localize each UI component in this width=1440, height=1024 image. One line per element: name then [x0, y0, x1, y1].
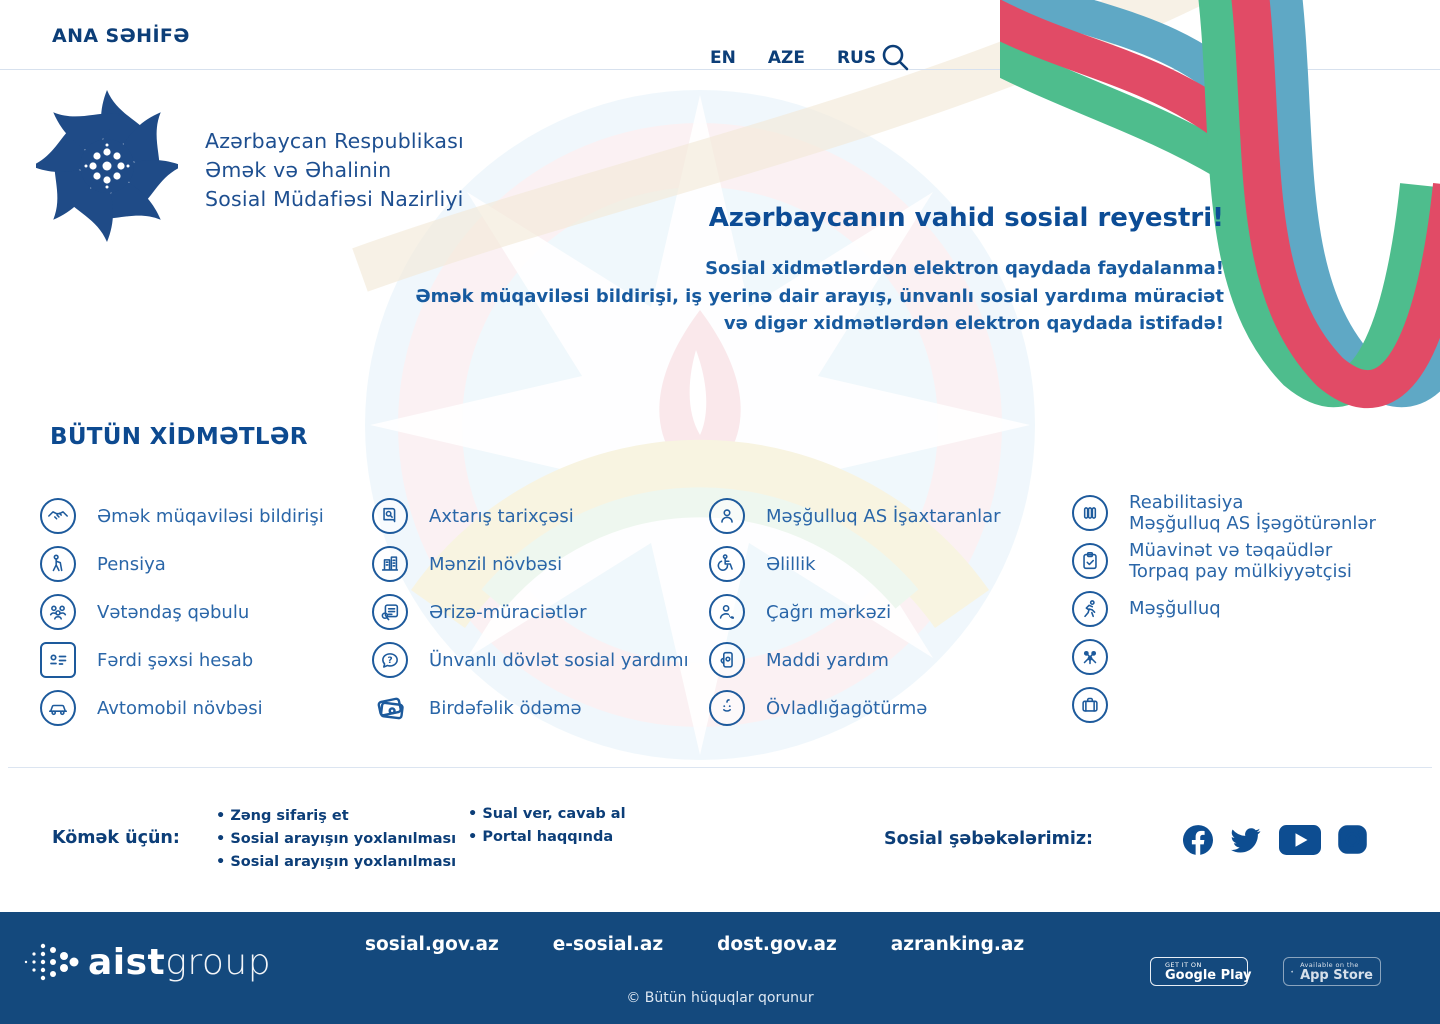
ministry-name-line2: Əmək və Əhalinin	[205, 158, 392, 182]
service-label: Vətəndaş qəbulu	[97, 601, 250, 623]
instagram-icon[interactable]	[1337, 824, 1368, 855]
service-label: Məşğulluq AS İşaxtaranlar	[766, 505, 1001, 527]
youtube-icon[interactable]	[1279, 825, 1321, 855]
clipboard-check-icon	[1072, 543, 1108, 579]
application-doc-icon	[372, 594, 408, 630]
service-briefcase[interactable]	[1072, 681, 1376, 729]
service-label: Birdəfəlik ödəmə	[429, 697, 582, 719]
service-label-line1: Reabilitasiya	[1129, 491, 1244, 513]
service-label-line1: Müavinət və təqaüdlər	[1129, 539, 1333, 561]
search-button[interactable]	[878, 40, 914, 76]
help-list-a	[216, 805, 456, 874]
badge-small-text: GET IT ON	[1165, 960, 1202, 969]
help-link-about-portal[interactable]: • Portal haqqında	[468, 826, 626, 849]
citizens-icon	[40, 594, 76, 630]
services-column-2	[372, 492, 689, 732]
help-label: Kömək üçün:	[52, 828, 180, 848]
aistgroup-logo[interactable]	[22, 934, 271, 990]
service-car-queue[interactable]	[40, 684, 324, 732]
service-housing-queue[interactable]	[372, 540, 689, 588]
service-applications[interactable]	[372, 588, 689, 636]
services-section-title: BÜTÜN XİDMƏTLƏR	[50, 424, 308, 450]
hero-line2: Əmək müqaviləsi bildirişi, iş yerinə dair arayış, ünvanlı sosial yardıma müraciət	[415, 285, 1224, 307]
hero-line3: və digər xidmətlərdən elektron qaydada istifadə!	[723, 313, 1224, 334]
services-column-1	[40, 492, 324, 732]
id-card-icon	[40, 642, 76, 678]
service-call-center[interactable]	[709, 588, 1001, 636]
apple-icon	[1291, 963, 1293, 980]
badge-small-text: Available on the	[1300, 960, 1359, 969]
badge-big-text: App Store	[1300, 967, 1373, 983]
service-label: Mənzil növbəsi	[429, 553, 563, 575]
hero-title: Azərbaycanın vahid sosial reyestri!	[708, 203, 1224, 233]
hero-line1: Sosial xidmətlərdən elektron qaydada faydalanma!	[705, 258, 1224, 279]
service-one-time-payment[interactable]	[372, 684, 689, 732]
service-adoption[interactable]	[709, 684, 1001, 732]
aist-text-bold: aist	[88, 941, 166, 983]
service-pension[interactable]	[40, 540, 324, 588]
service-disability[interactable]	[709, 540, 1001, 588]
service-search-history[interactable]	[372, 492, 689, 540]
service-label: Axtarış tarixçəsi	[429, 505, 574, 527]
group-text-light: group	[165, 941, 272, 983]
service-employment-contract[interactable]	[40, 492, 324, 540]
link-sosial-gov-az[interactable]: sosial.gov.az	[365, 934, 499, 955]
service-employment[interactable]	[1072, 585, 1376, 633]
service-benefits-land-owner[interactable]	[1072, 537, 1376, 585]
link-azranking-az[interactable]: azranking.az	[890, 934, 1025, 955]
link-dost-gov-az[interactable]: dost.gov.az	[717, 934, 837, 955]
google-play-badge[interactable]	[1150, 957, 1252, 986]
user-icon	[709, 498, 745, 534]
service-label: Pensiya	[97, 553, 166, 575]
service-label: Əmək müqaviləsi bildirişi	[97, 505, 324, 527]
banknotes-icon	[372, 690, 408, 726]
service-label	[1108, 492, 1376, 535]
help-list-b	[468, 803, 626, 849]
service-label	[1108, 540, 1352, 583]
service-targeted-social-aid[interactable]	[372, 636, 689, 684]
ministry-name-line1: Azərbaycan Respublikası	[205, 129, 464, 153]
footer-links	[365, 934, 1024, 955]
facebook-icon[interactable]	[1183, 825, 1213, 855]
services-column-3	[709, 492, 1001, 732]
service-label: Avtomobil növbəsi	[97, 697, 263, 719]
help-link-social-check-2[interactable]: • Sosial arayışın yoxlanılması	[216, 851, 456, 874]
briefcase-icon	[1072, 687, 1108, 723]
service-label: Fərdi şəxsi hesab	[97, 649, 254, 671]
app-store-badge[interactable]	[1283, 957, 1381, 986]
social-networks-label: Sosial şəbəkələrimiz:	[884, 829, 1094, 849]
lang-en[interactable]: EN	[710, 48, 736, 68]
handshake-icon	[40, 498, 76, 534]
ministry-star-ornament-logo	[36, 86, 178, 246]
ministry-logo[interactable]	[36, 86, 178, 250]
runner-icon	[1072, 591, 1108, 627]
service-label: Ünvanlı dövlət sosial yardımı	[429, 649, 689, 671]
service-network[interactable]	[1072, 633, 1376, 681]
call-center-icon	[709, 594, 745, 630]
buildings-icon	[372, 546, 408, 582]
service-label: Çağrı mərkəzi	[766, 601, 892, 623]
service-label: Əlillik	[766, 553, 816, 575]
service-label-line2: Məşğulluq AS İşəgötürənlər	[1129, 513, 1376, 534]
ministry-name-line3: Sosial Müdafiəsi Nazirliyi	[205, 187, 464, 211]
badge-big-text: Google Play	[1165, 967, 1252, 983]
columns-icon	[1072, 495, 1108, 531]
ministry-name	[205, 127, 464, 214]
bottom-bar	[0, 912, 1440, 1024]
link-e-sosial-az[interactable]: e-sosial.az	[552, 934, 664, 955]
wheelchair-icon	[709, 546, 745, 582]
network-icon	[1072, 639, 1108, 675]
service-citizen-reception[interactable]	[40, 588, 324, 636]
footer-divider	[8, 767, 1432, 768]
services-column-4	[1072, 489, 1376, 729]
service-label	[1108, 598, 1221, 620]
help-link-order-call[interactable]: • Zəng sifariş et	[216, 805, 456, 828]
aistgroup-dots-logo	[22, 934, 80, 990]
service-employment-jobseekers[interactable]	[709, 492, 1001, 540]
copyright: © Bütün hüquqlar qorunur	[626, 990, 814, 1006]
baby-icon	[709, 690, 745, 726]
magnifier-icon	[878, 40, 914, 76]
pensioner-icon	[40, 546, 76, 582]
home-link[interactable]: ANA SƏHİFƏ	[52, 25, 190, 47]
service-label-line2: Torpaq pay mülkiyyətçisi	[1129, 561, 1352, 582]
service-label: Ərizə-müraciətlər	[429, 601, 587, 623]
book-search-icon	[372, 498, 408, 534]
service-label: Övladlığagötürmə	[766, 697, 928, 719]
service-material-aid[interactable]	[709, 636, 1001, 684]
service-personal-account[interactable]	[40, 636, 324, 684]
svg-text:?: ?	[387, 654, 393, 666]
help-link-social-check-1[interactable]: • Sosial arayışın yoxlanılması	[216, 828, 456, 851]
car-icon	[40, 690, 76, 726]
service-label: Maddi yardım	[766, 649, 889, 671]
social-icons	[1183, 824, 1368, 855]
hero-section	[364, 203, 1224, 338]
help-link-ask-question[interactable]: • Sual ver, cavab al	[468, 803, 626, 826]
question-bubble-icon	[372, 642, 408, 678]
lang-aze[interactable]: AZE	[767, 48, 805, 68]
service-rehabilitation-employers[interactable]	[1072, 489, 1376, 537]
service-label-line1: Məşğulluq	[1129, 598, 1221, 620]
twitter-icon[interactable]	[1229, 825, 1263, 855]
mobile-payment-icon	[709, 642, 745, 678]
language-switcher	[710, 48, 876, 68]
lang-rus[interactable]: RUS	[836, 48, 877, 68]
